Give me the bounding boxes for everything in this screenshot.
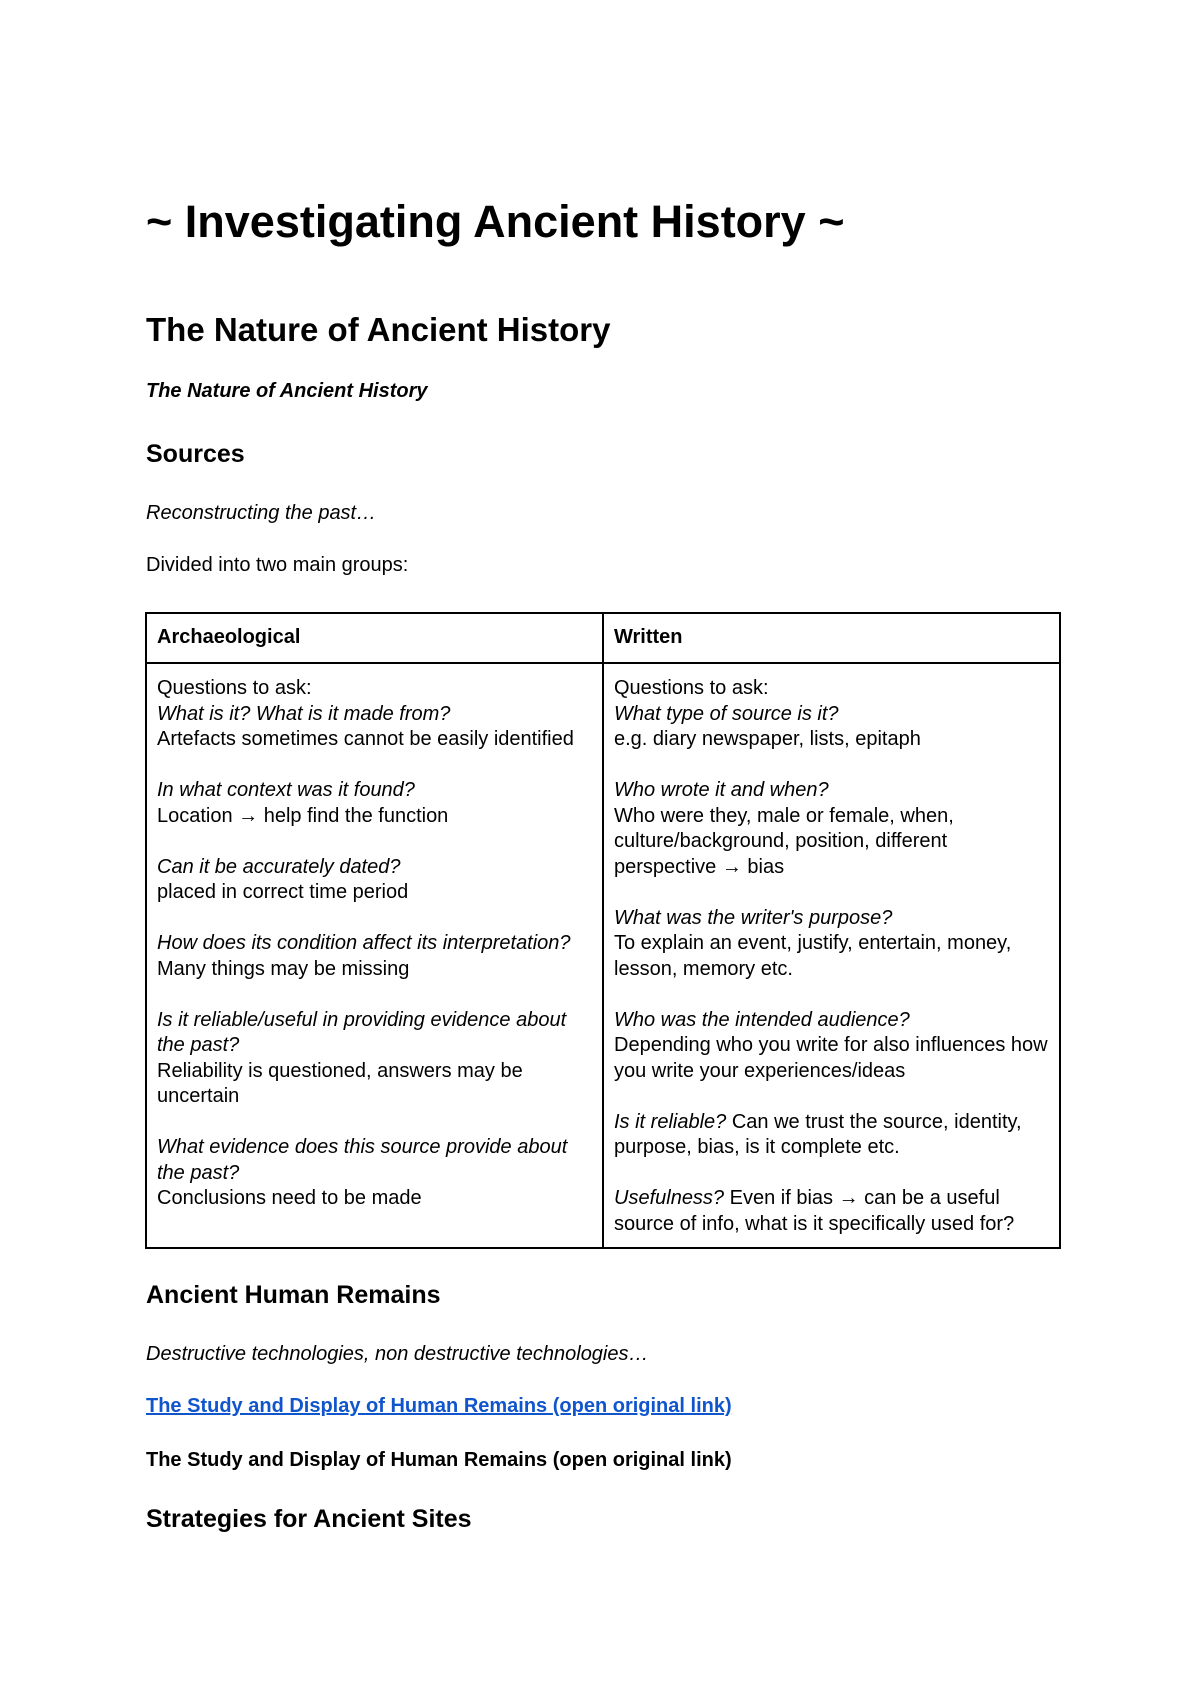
archaeological-block-5 (157, 1008, 592, 1110)
written-block-3 (614, 906, 1049, 983)
written-block-4 (614, 1008, 1049, 1085)
remains-link-line (146, 1393, 1065, 1419)
question-text: Who was the intended audience? (614, 1008, 910, 1031)
answer-text: Even if bias → can be a useful source of info, what is it specifically used for? (614, 1187, 1015, 1235)
written-block-6 (614, 1186, 1049, 1237)
answer-text: Reliability is questioned, answers may be uncertain (157, 1059, 523, 1107)
archaeological-block-1 (157, 676, 592, 753)
answer-text: Conclusions need to be made (157, 1187, 422, 1209)
archaeological-block-3 (157, 855, 592, 906)
section-heading: The Nature of Ancient History (146, 311, 611, 348)
sources-intro-text: Divided into two main groups: (146, 554, 409, 576)
archaeological-cell (146, 663, 603, 1248)
remains-bold-text: The Study and Display of Human Remains (open original link) (146, 1449, 732, 1471)
answer-text: Many things may be missing (157, 957, 410, 980)
question-text: What was the writer's purpose? (614, 906, 893, 929)
answer-text: placed in correct time period (157, 881, 409, 903)
table-header-archaeological: Archaeological (146, 613, 603, 663)
table-header-written: Written (603, 613, 1060, 663)
question-text: Who wrote it and when? (614, 779, 829, 801)
strategies-heading: Strategies for Ancient Sites (146, 1505, 472, 1533)
question-text: Usefulness? (614, 1187, 725, 1209)
question-text: How does its condition affect its interpretation? (157, 932, 571, 954)
answer-text: e.g. diary newspaper, lists, epitaph (614, 728, 921, 750)
sources-table (145, 612, 1061, 1249)
written-block-5 (614, 1110, 1049, 1161)
answer-text: Artefacts sometimes cannot be easily identified (157, 728, 574, 750)
table-header-row (146, 613, 1060, 663)
question-text: What evidence does this source provide about the past? (157, 1136, 568, 1184)
sources-intro-italic: Reconstructing the past… (146, 502, 377, 524)
document-title: ~ Investigating Ancient History ~ (146, 196, 845, 247)
answer-text: Depending who you write for also influences how you write your experiences/ideas (614, 1034, 1048, 1082)
question-text: Is it reliable/useful in providing evidence about the past? (157, 1008, 567, 1056)
answer-text: Location → help find the function (157, 804, 449, 827)
question-text: What is it? What is it made from? (157, 702, 451, 725)
written-cell (603, 663, 1060, 1248)
archaeological-block-2 (157, 778, 592, 829)
questions-label: Questions to ask: (157, 677, 312, 699)
remains-heading: Ancient Human Remains (146, 1281, 441, 1309)
archaeological-block-4 (157, 931, 592, 982)
questions-label: Questions to ask: (614, 677, 769, 699)
answer-text: To explain an event, justify, entertain, money, lesson, memory etc. (614, 932, 1012, 980)
archaeological-block-6 (157, 1135, 592, 1212)
human-remains-link[interactable]: The Study and Display of Human Remains (open original link) (146, 1395, 732, 1417)
table-row (146, 663, 1060, 1248)
sources-heading: Sources (146, 440, 245, 468)
question-text: Is it reliable? (614, 1110, 727, 1133)
section-subheading: The Nature of Ancient History (146, 380, 428, 402)
answer-text: Who were they, male or female, when, culture/background, position, different perspective → bias (614, 804, 954, 878)
written-block-2 (614, 778, 1049, 880)
written-block-1 (614, 676, 1049, 753)
question-text: In what context was it found? (157, 779, 415, 801)
question-text: What type of source is it? (614, 702, 839, 725)
answer-text: Can we trust the source, identity, purpose, bias, is it complete etc. (614, 1110, 1022, 1158)
remains-intro-italic: Destructive technologies, non destructive technologies… (146, 1343, 649, 1365)
question-text: Can it be accurately dated? (157, 855, 401, 878)
